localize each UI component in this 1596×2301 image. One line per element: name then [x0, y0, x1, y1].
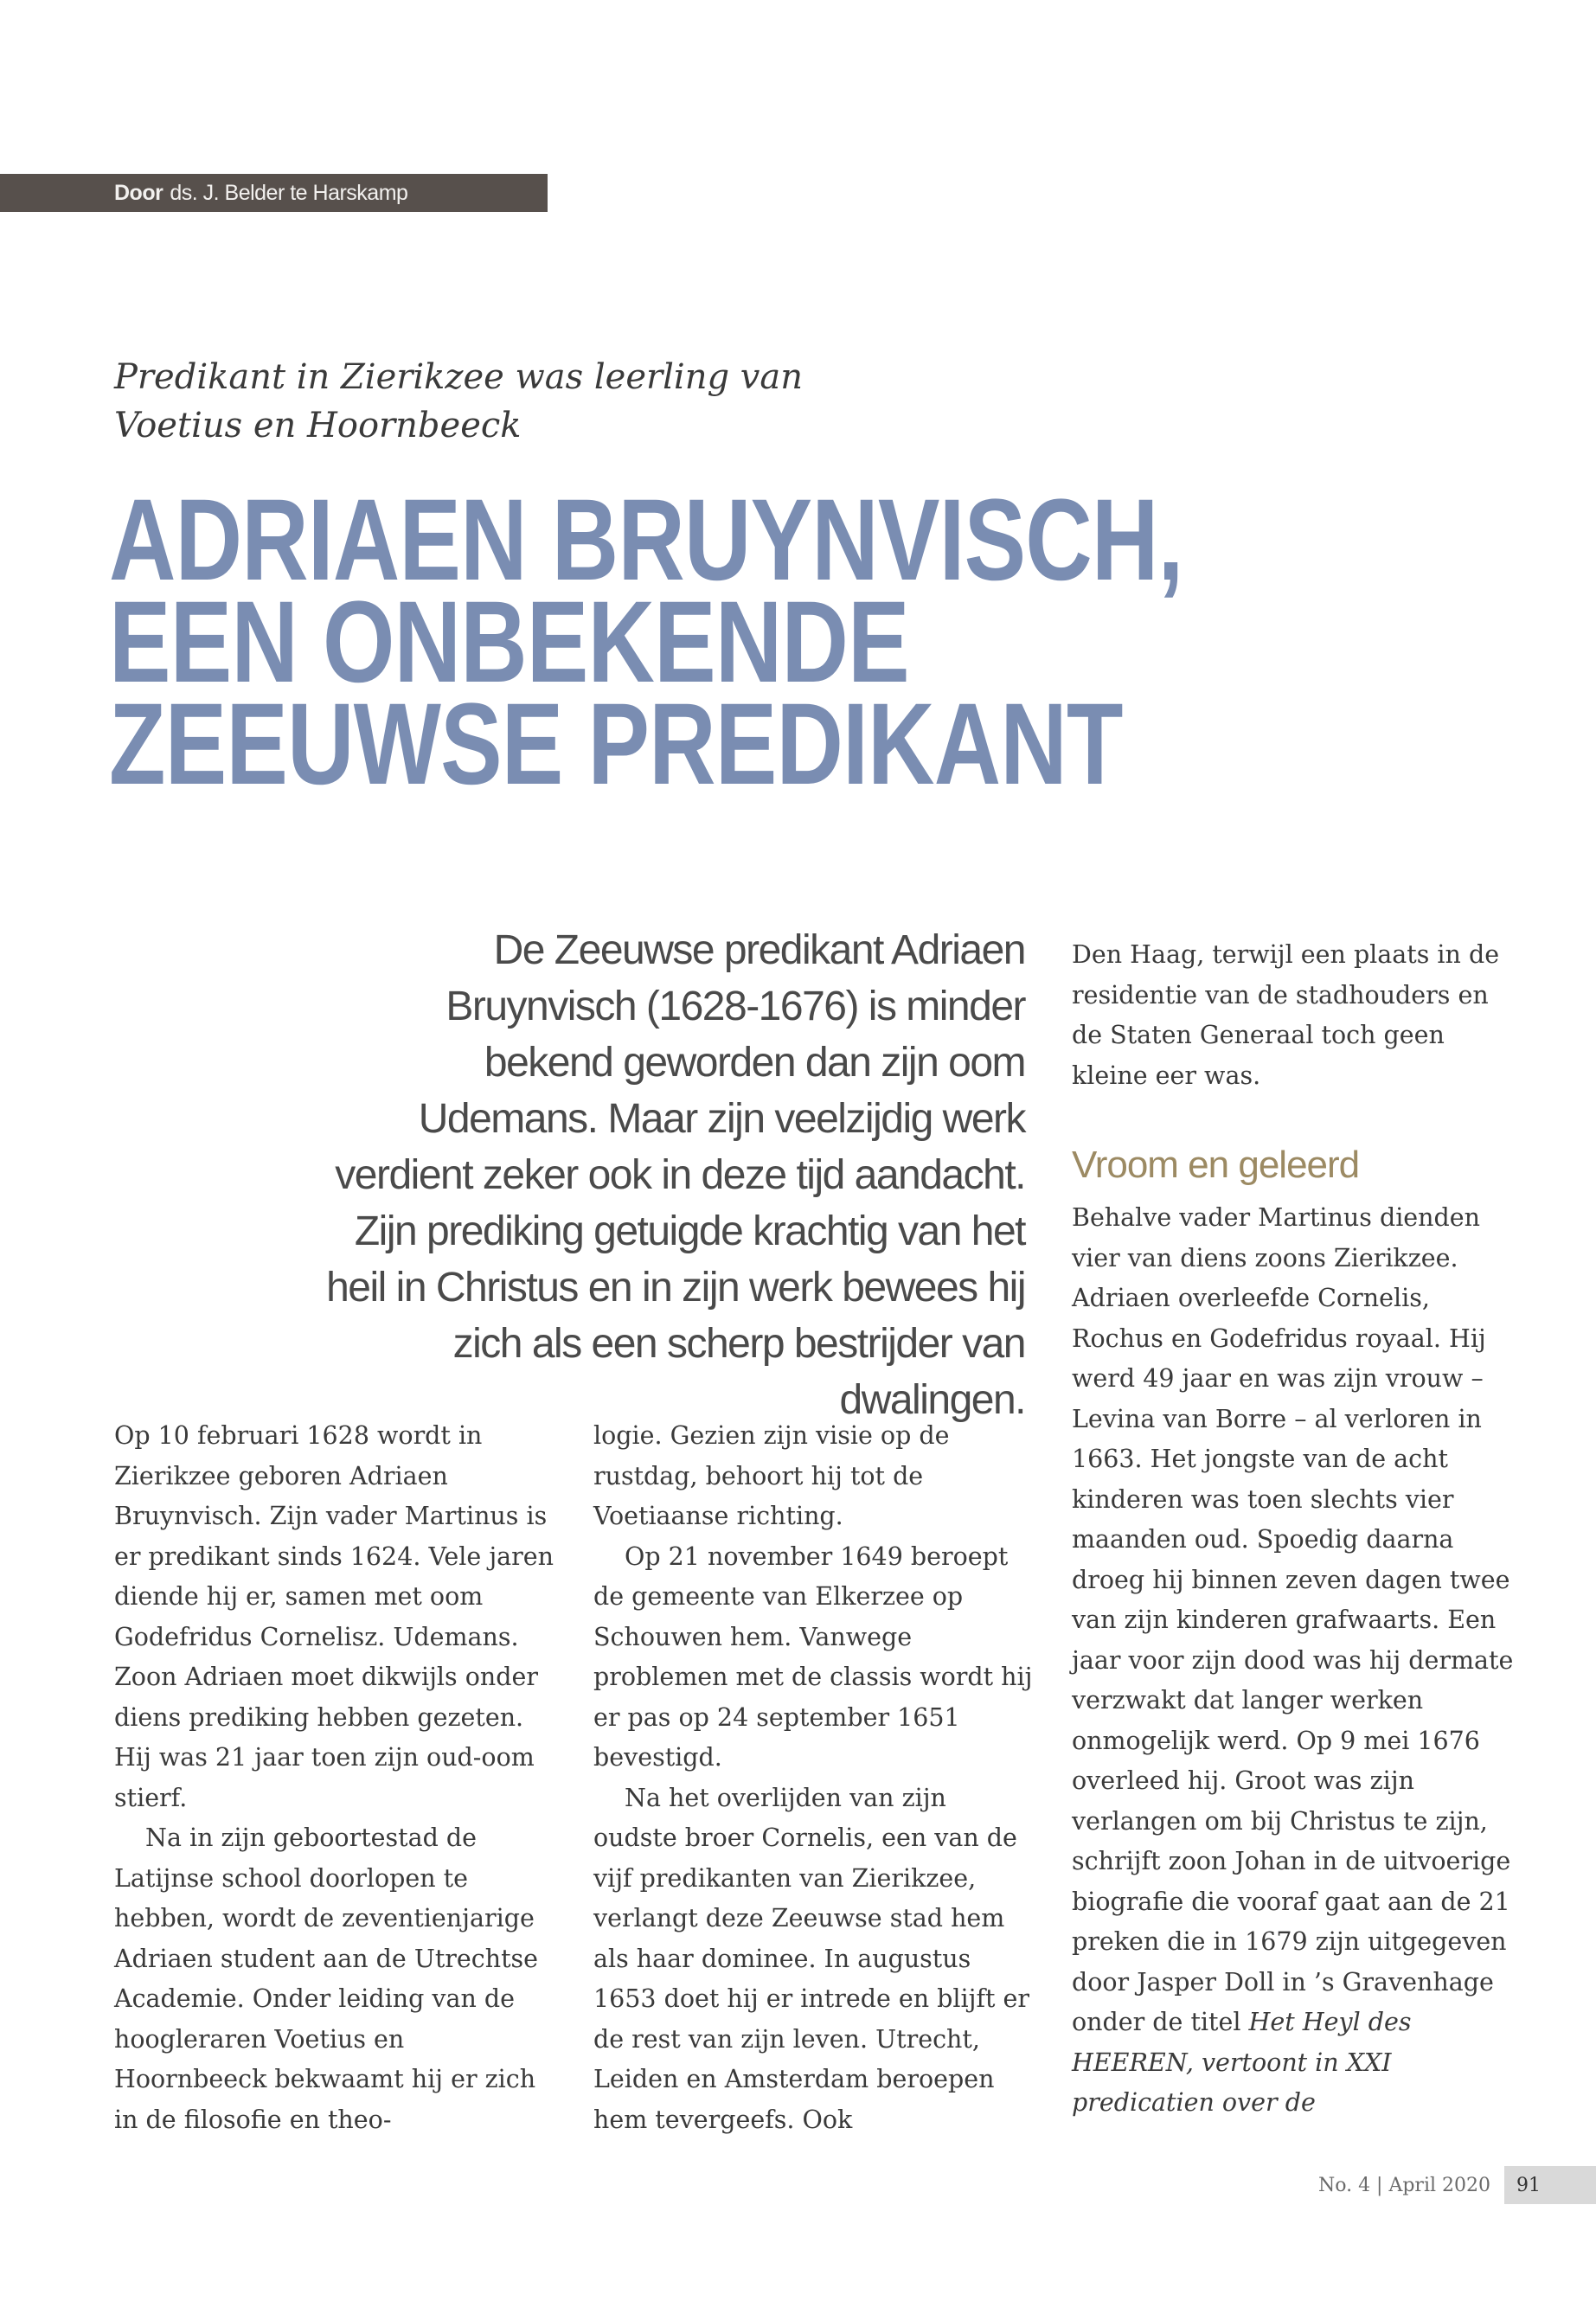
kicker [114, 353, 893, 450]
headline-line-2: EEN ONBEKENDE [109, 578, 909, 707]
paragraph: Na in zijn geboortestad de Latijnse school doorlopen te hebben, wordt de zeventienjarige Adriaen student aan de Utrechtse Academie. Onder leiding van de hoogleraren Voetius en Hoornbeeck bekwaamt hij er zich in de filosofie en theo- [114, 1823, 539, 2134]
kicker-line-1: Predikant in Zierikzee was leerling van [114, 357, 804, 397]
book-title: Het Heyl des HEEREN, vertoont in XXI predicatien over de [1072, 2008, 1412, 2117]
page-footer [1211, 2166, 1596, 2204]
paragraph-text: Behalve vader Martinus dienden vier van diens zoons Zierikzee. Adriaen overleefde Cornelis, Rochus en Godefridus royaal. Hij werd 49 jaar en was zijn vrouw – Levina van Borre – al verloren in 1663. Het jongste van de acht kinderen was toen slechts vier maanden oud. Spoedig daarna droeg hij binnen zeven dagen twee van zijn kinderen grafwaarts. Een jaar voor zijn dood was hij dermate verzwakt dat langer werken onmogelijk werd. Op 9 mei 1676 overleed hij. Groot was zijn verlangen om bij Christus te zijn, schrijft zoon Johan in de uitvoerige biografie die vooraf gaat aan de 21 preken die in 1679 zijn uitgegeven door Jasper Doll in ’s Gravenhage onder de titel [1072, 1203, 1514, 2036]
paragraph: Op 10 februari 1628 wordt in Zierikzee geboren Adriaen Bruynvisch. Zijn vader Martinus is er predikant sinds 1624. Vele jaren diende hij er, samen met oom Godefridus Cornelisz. Udemans. Zoon Adriaen moet dikwijls onder diens prediking hebben gezeten. Hij was 21 jaar toen zijn oud-oom stierf. [114, 1421, 554, 1812]
kicker-line-2: Voetius en Hoornbeeck [114, 406, 522, 445]
page-number: 91 [1504, 2166, 1596, 2204]
paragraph: logie. Gezien zijn visie op de rustdag, behoort hij tot de Voetiaanse richting. [593, 1421, 950, 1530]
byline-prefix: Door [114, 180, 163, 205]
body-column-2 [593, 1416, 1035, 2140]
issue-info: No. 4 | April 2020 [1317, 2174, 1490, 2196]
byline-bar [0, 174, 548, 212]
body-column-3 [1072, 935, 1522, 2124]
paragraph: Op 21 november 1649 beroept de gemeente van Elkerzee op Schouwen hem. Vanwege problemen met de classis wordt hij er pas op 24 september 1651 bevestigd. [593, 1541, 1033, 1772]
paragraph [1072, 1198, 1522, 2124]
paragraph: Na het overlijden van zijn oudste broer Cornelis, een van de vijf predikanten van Zierikzee, verlangt deze Zeeuwse stad hem als haar dominee. In augustus 1653 doet hij er intrede en blijft er de rest van zijn leven. Utrecht, Leiden en Amsterdam beroepen hem tevergeefs. Ook [593, 1783, 1030, 2134]
article-headline [109, 476, 1407, 809]
headline-line-1: ADRIAEN BRUYNVISCH, [109, 476, 1183, 605]
byline-author: ds. J. Belder te Harskamp [170, 180, 408, 205]
section-heading: Vroom en geleerd [1072, 1144, 1360, 1186]
headline-line-3: ZEEUWSE PREDIKANT [109, 680, 1123, 809]
body-column-1 [114, 1416, 555, 2140]
intro-lead: De Zeeuwse predikant Adriaen Bruynvisch (1628-1676) is minder bekend geworden dan zijn oom Udemans. Maar zijn veelzijdig werk verdient zeker ook in deze tijd aandacht. Zijn prediking getuigde krachtig van het heil in Christus en in zijn werk bewees hij zich als een scherp bestrijder van dwalingen. [326, 927, 1025, 1423]
paragraph: Den Haag, terwijl een plaats in de residentie van de stadhouders en de Staten Generaal toch geen kleine eer was. [1072, 940, 1500, 1090]
